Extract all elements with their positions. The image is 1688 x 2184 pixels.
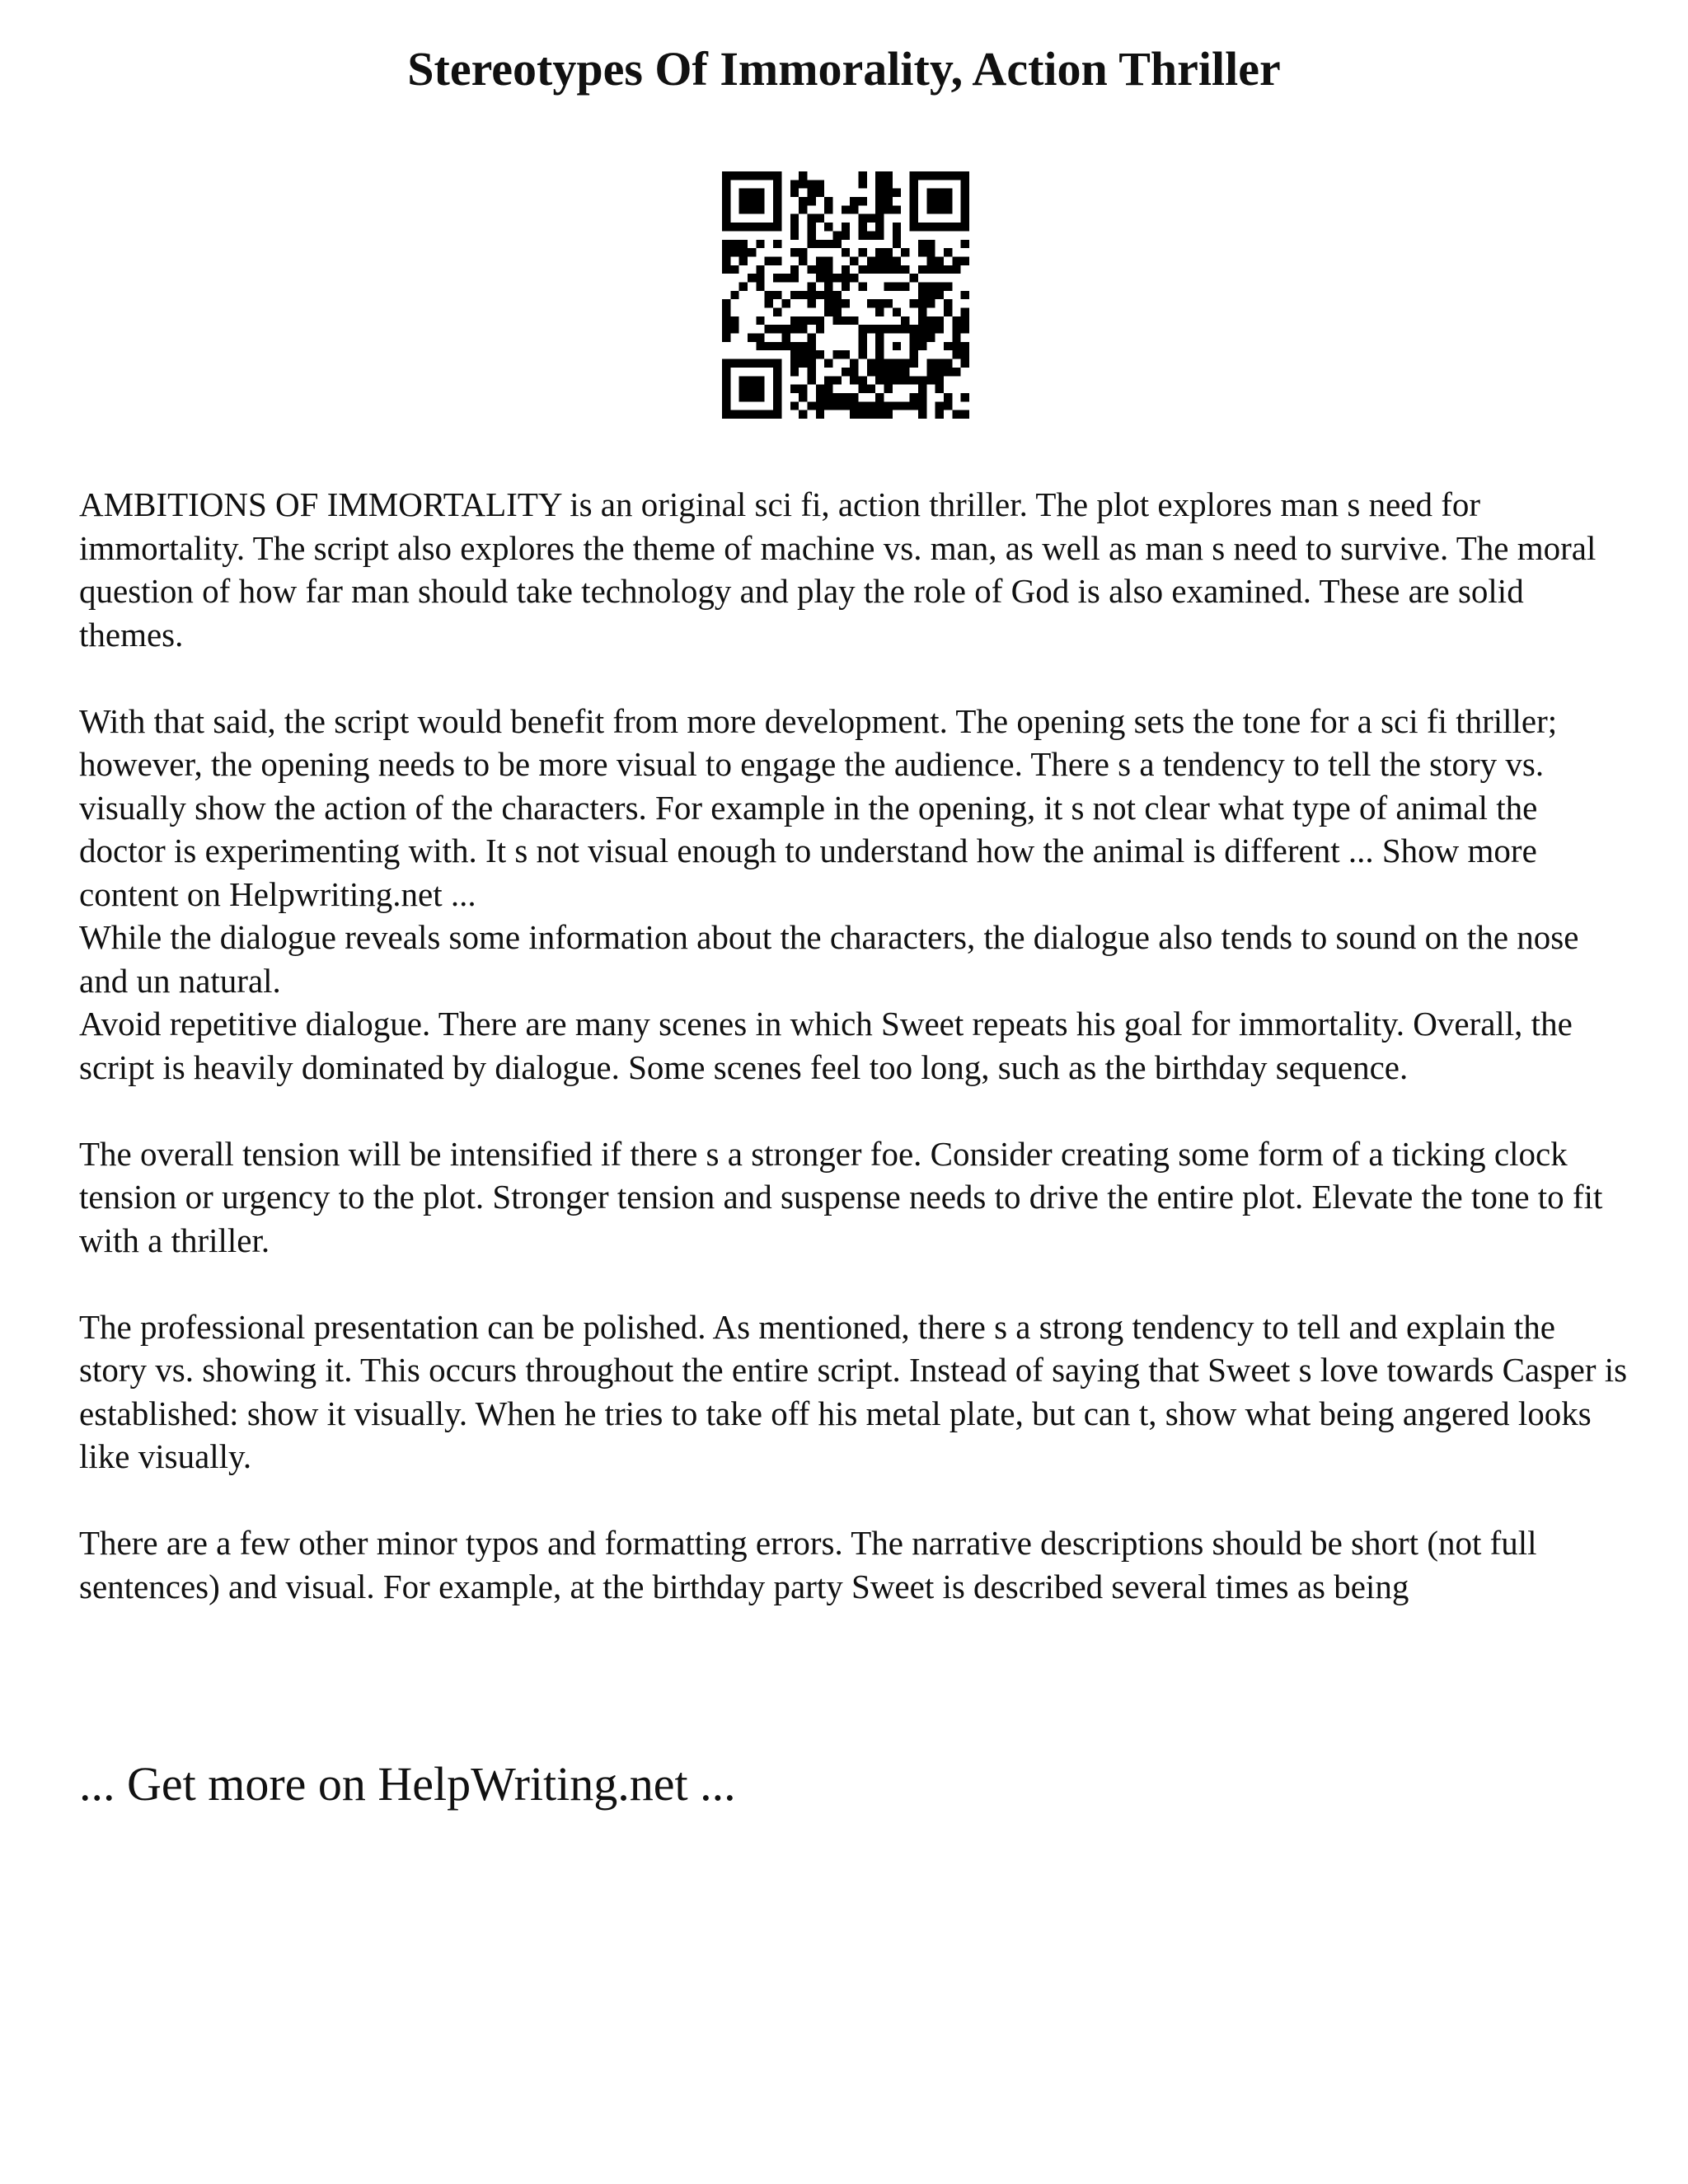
paragraph-presentation: The professional presentation can be polished. As mentioned, there s a strong tendency to tell and explain the story vs. showing it. This occurs throughout the entire script. Instead of saying that Sweet s love towards Casper is established: show it visually. When he tries to take off his metal plate, but can t, show what being angered looks like visually. (79, 1307, 1628, 1475)
paragraph-repetitive: Avoid repetitive dialogue. There are many scenes in which Sweet repeats his goal for immortality. Overall, the script is heavily dominated by dialogue. Some scenes feel too long, such as the birthday sequence. (79, 1005, 1573, 1086)
paragraph-typos: There are a few other minor typos and formatting errors. The narrative descriptions should be short (not full sentences) and visual. For example, at the birthday party Sweet is described several times as being (79, 1524, 1537, 1605)
get-more-link[interactable]: ... Get more on HelpWriting.net ... (79, 1757, 736, 1811)
paragraph-tension: The overall tension will be intensified if there s a stronger foe. Consider creating some form of a ticking clock tension or urgency to the plot. Stronger tension and suspense needs to drive the entire plot. Elevate the tone to fit with a thriller. (79, 1134, 1603, 1259)
paragraph-development: With that said, the script would benefit from more development. The opening sets the tone for a sci fi thriller; however, the opening needs to be more visual to engage the audience. There s a tendency to tell the story vs. visually show the action of the characters. For example in the opening, it s not clear what type of animal the doctor is experimenting with. It s not visual enough to understand how the animal is different ... Show more content on Helpwriting.net ... (79, 701, 1558, 913)
document-title: Stereotypes Of Immorality, Action Thriller (407, 42, 1281, 96)
document-body (79, 483, 1629, 1608)
paragraph-intro: AMBITIONS OF IMMORTALITY is an original sci fi, action thriller. The plot explores man s need for immortality. The script also explores the theme of machine vs. man, as well as man s need to survive. The moral question of how far man should take technology and play the role of God is also examined. These are solid themes. (79, 485, 1597, 654)
paragraph-dialogue: While the dialogue reveals some information about the characters, the dialogue also tends to sound on the nose and un natural. (79, 918, 1579, 1000)
qr-code-icon (722, 171, 969, 419)
